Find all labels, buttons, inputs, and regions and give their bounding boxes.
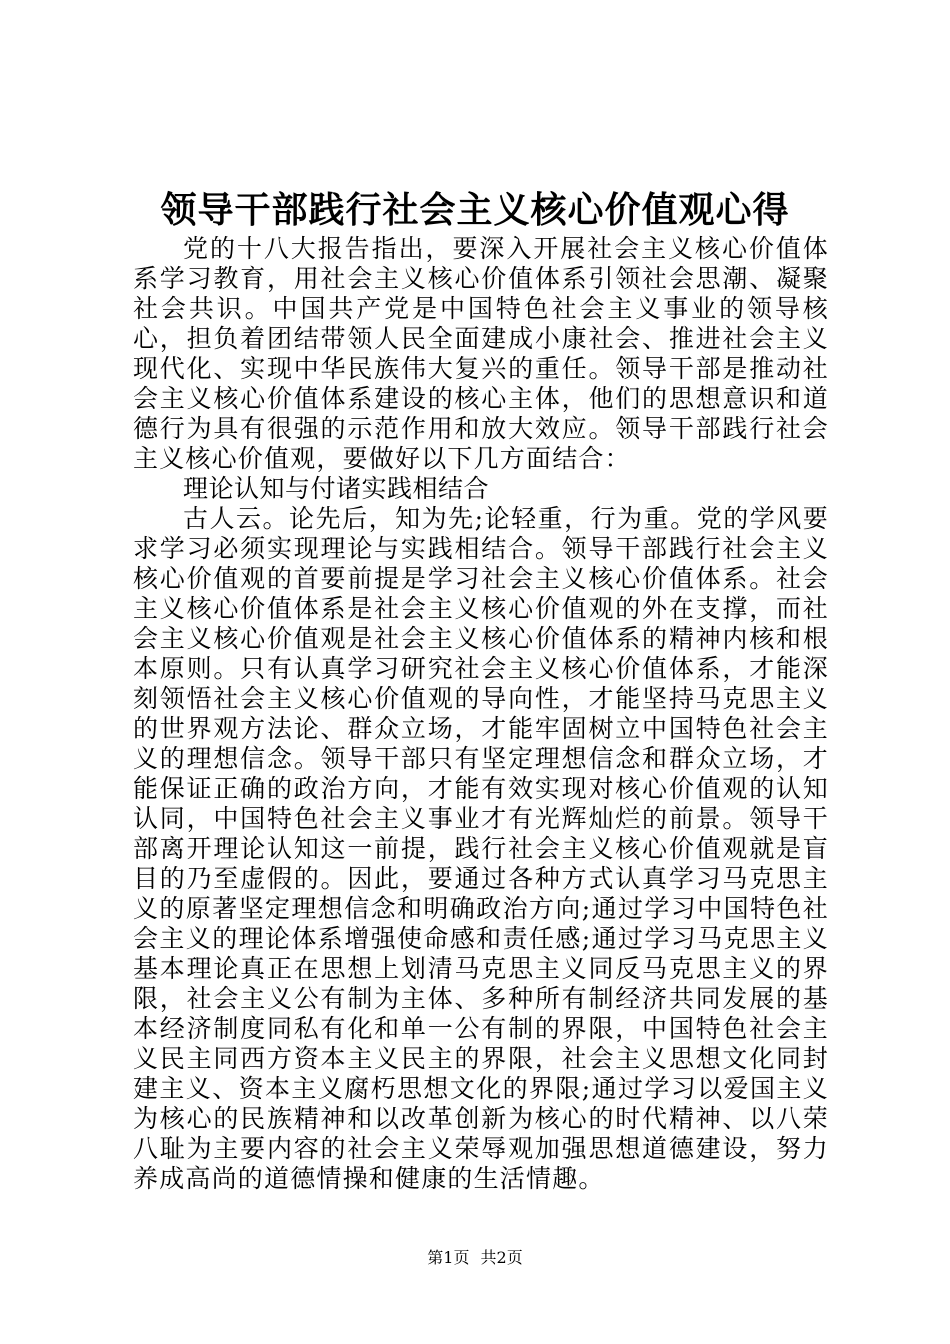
document-body — [133, 234, 829, 1194]
page-number-total: 共2页 — [480, 1248, 523, 1267]
page-number-current: 第1页 — [427, 1248, 470, 1267]
paragraph-body: 古人云。论先后，知为先;论轻重，行为重。党的学风要求学习必须实现理论与实践相结合。领导干部践行社会主义核心价值观的首要前提是学习社会主义核心价值体系。社会主义核心价值体系是社会主义核心价值观的外在支撑，而社会主义核心价值观是社会主义核心价值体系的精神内核和根本原则。只有认真学习研究社会主义核心价值体系，才能深刻领悟社会主义核心价值观的导向性，才能坚持马克思主义的世界观方法论、群众立场，才能牢固树立中国特色社会主义的理想信念。领导干部只有坚定理想信念和群众立场，才能保证正确的政治方向，才能有效实现对核心价值观的认知认同，中国特色社会主义事业才有光辉灿烂的前景。领导干部离开理论认知这一前提，践行社会主义核心价值观就是盲目的乃至虚假的。因此，要通过各种方式认真学习马克思主义的原著坚定理想信念和明确政治方向;通过学习中国特色社会主义的理论体系增强使命感和责任感;通过学习马克思主义基本理论真正在思想上划清马克思主义同反马克思主义的界限，社会主义公有制为主体、多种所有制经济共同发展的基本经济制度同私有化和单一公有制的界限，中国特色社会主义民主同西方资本主义民主的界限，社会主义思想文化同封建主义、资本主义腐朽思想文化的界限;通过学习以爱国主义为核心的民族精神和以改革创新为核心的时代精神、以八荣八耻为主要内容的社会主义荣辱观加强思想道德建设，努力养成高尚的道德情操和健康的生活情趣。 — [133, 504, 829, 1193]
section-heading: 理论认知与付诸实践相结合 — [183, 474, 490, 503]
paragraph-intro: 党的十八大报告指出，要深入开展社会主义核心价值体系学习教育，用社会主义核心价值体系引领社会思潮、凝聚社会共识。中国共产党是中国特色社会主义事业的领导核心，担负着团结带领人民全面建成小康社会、推进社会主义现代化、实现中华民族伟大复兴的重任。领导干部是推动社会主义核心价值体系建设的核心主体，他们的思想意识和道德行为具有很强的示范作用和放大效应。领导干部践行社会主义核心价值观，要做好以下几方面结合： — [133, 234, 829, 473]
page-footer — [0, 1248, 950, 1268]
document-title: 领导干部践行社会主义核心价值观心得 — [160, 189, 790, 231]
